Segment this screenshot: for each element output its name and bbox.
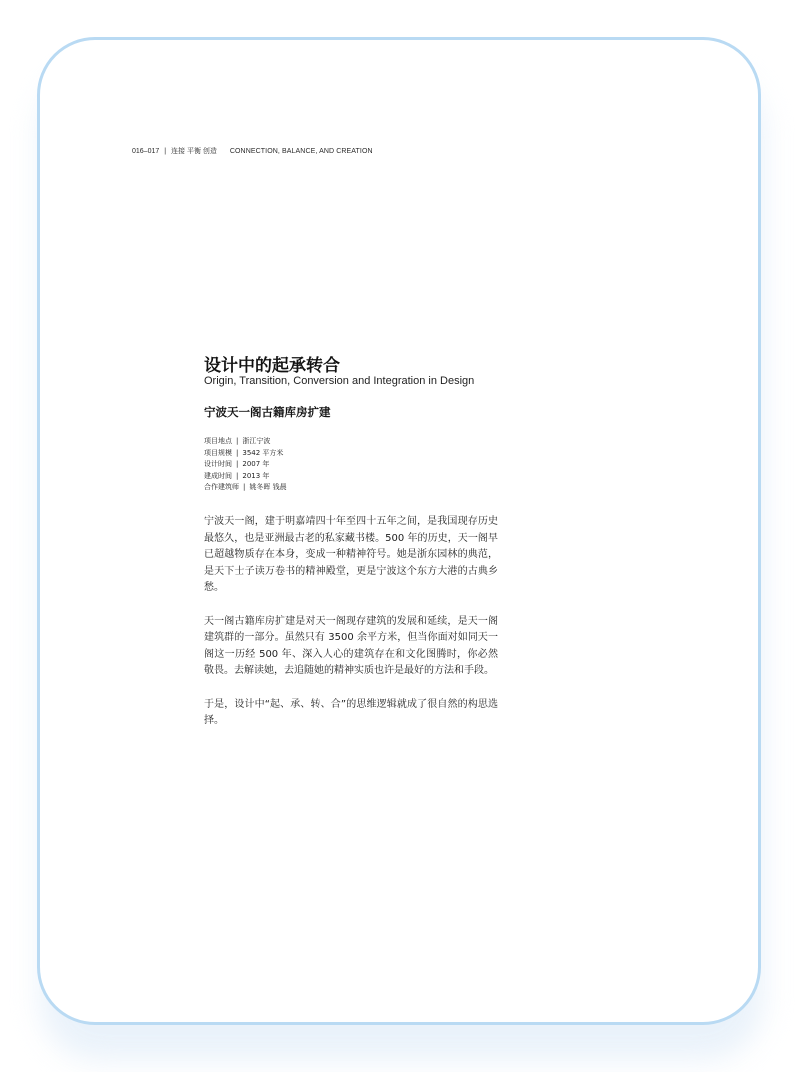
- info-row: 设计时间 | 2007 年: [204, 460, 270, 468]
- section-title-cn: 连接 平衡 创造: [171, 148, 217, 155]
- info-value: 2013 年: [242, 471, 270, 480]
- header-separator: |: [164, 148, 167, 155]
- paragraph: 宁波天一阁，建于明嘉靖四十年至四十五年之间，是我国现存历史最悠久，也是亚洲最古老的私家藏书楼。500 年的历史，天一阁早已超越物质存在本身，变成一种精神符号。她是浙东园林的典范，是天下士子读万卷书的精神殿堂，更是宁波这个东方大港的古典乡愁。: [204, 516, 498, 593]
- page-numbers: 016–017: [132, 148, 160, 155]
- info-value: 2007 年: [242, 460, 270, 468]
- info-value: 3542 平方米: [242, 448, 284, 457]
- info-label: 项目地点: [204, 437, 232, 445]
- info-row: 项目地点 | 浙江宁波: [204, 437, 271, 445]
- info-label: 合作建筑师: [204, 483, 239, 491]
- info-label: 建成时间: [204, 471, 232, 480]
- info-row: 建成时间 | 2013 年: [204, 471, 270, 480]
- project-info: [204, 436, 287, 494]
- running-header: [132, 146, 376, 156]
- info-label: 项目规模: [204, 448, 232, 457]
- info-value: 浙江宁波: [242, 437, 271, 445]
- chapter-title-en: Origin, Transition, Conversion and Integration in Design: [204, 375, 475, 387]
- paragraph: 于是，设计中“起、承、转、合”的思维逻辑就成了很自然的构思选择。: [204, 698, 498, 726]
- body-text: [204, 514, 498, 747]
- info-row: 项目规模 | 3542 平方米: [204, 448, 284, 457]
- info-row: 合作建筑师 | 姚冬晖 钱晨: [204, 483, 287, 491]
- info-value: 姚冬晖 钱晨: [249, 483, 287, 491]
- section-title-en: CONNECTION, BALANCE, AND CREATION: [229, 148, 373, 155]
- project-title: 宁波天一阁古籍库房扩建: [204, 405, 331, 419]
- chapter-title-cn: 设计中的起承转合: [204, 356, 340, 376]
- paragraph: 天一阁古籍库房扩建是对天一阁现存建筑的发展和延续，是天一阁建筑群的一部分。虽然只有 3500 余平方米，但当你面对如同天一阁这一历经 500 年、深入人心的建筑存在和文化图腾时，你必然敬畏。去解读她，去追随她的精神实质也许是最好的方法和手段。: [204, 615, 498, 676]
- info-label: 设计时间: [204, 460, 232, 468]
